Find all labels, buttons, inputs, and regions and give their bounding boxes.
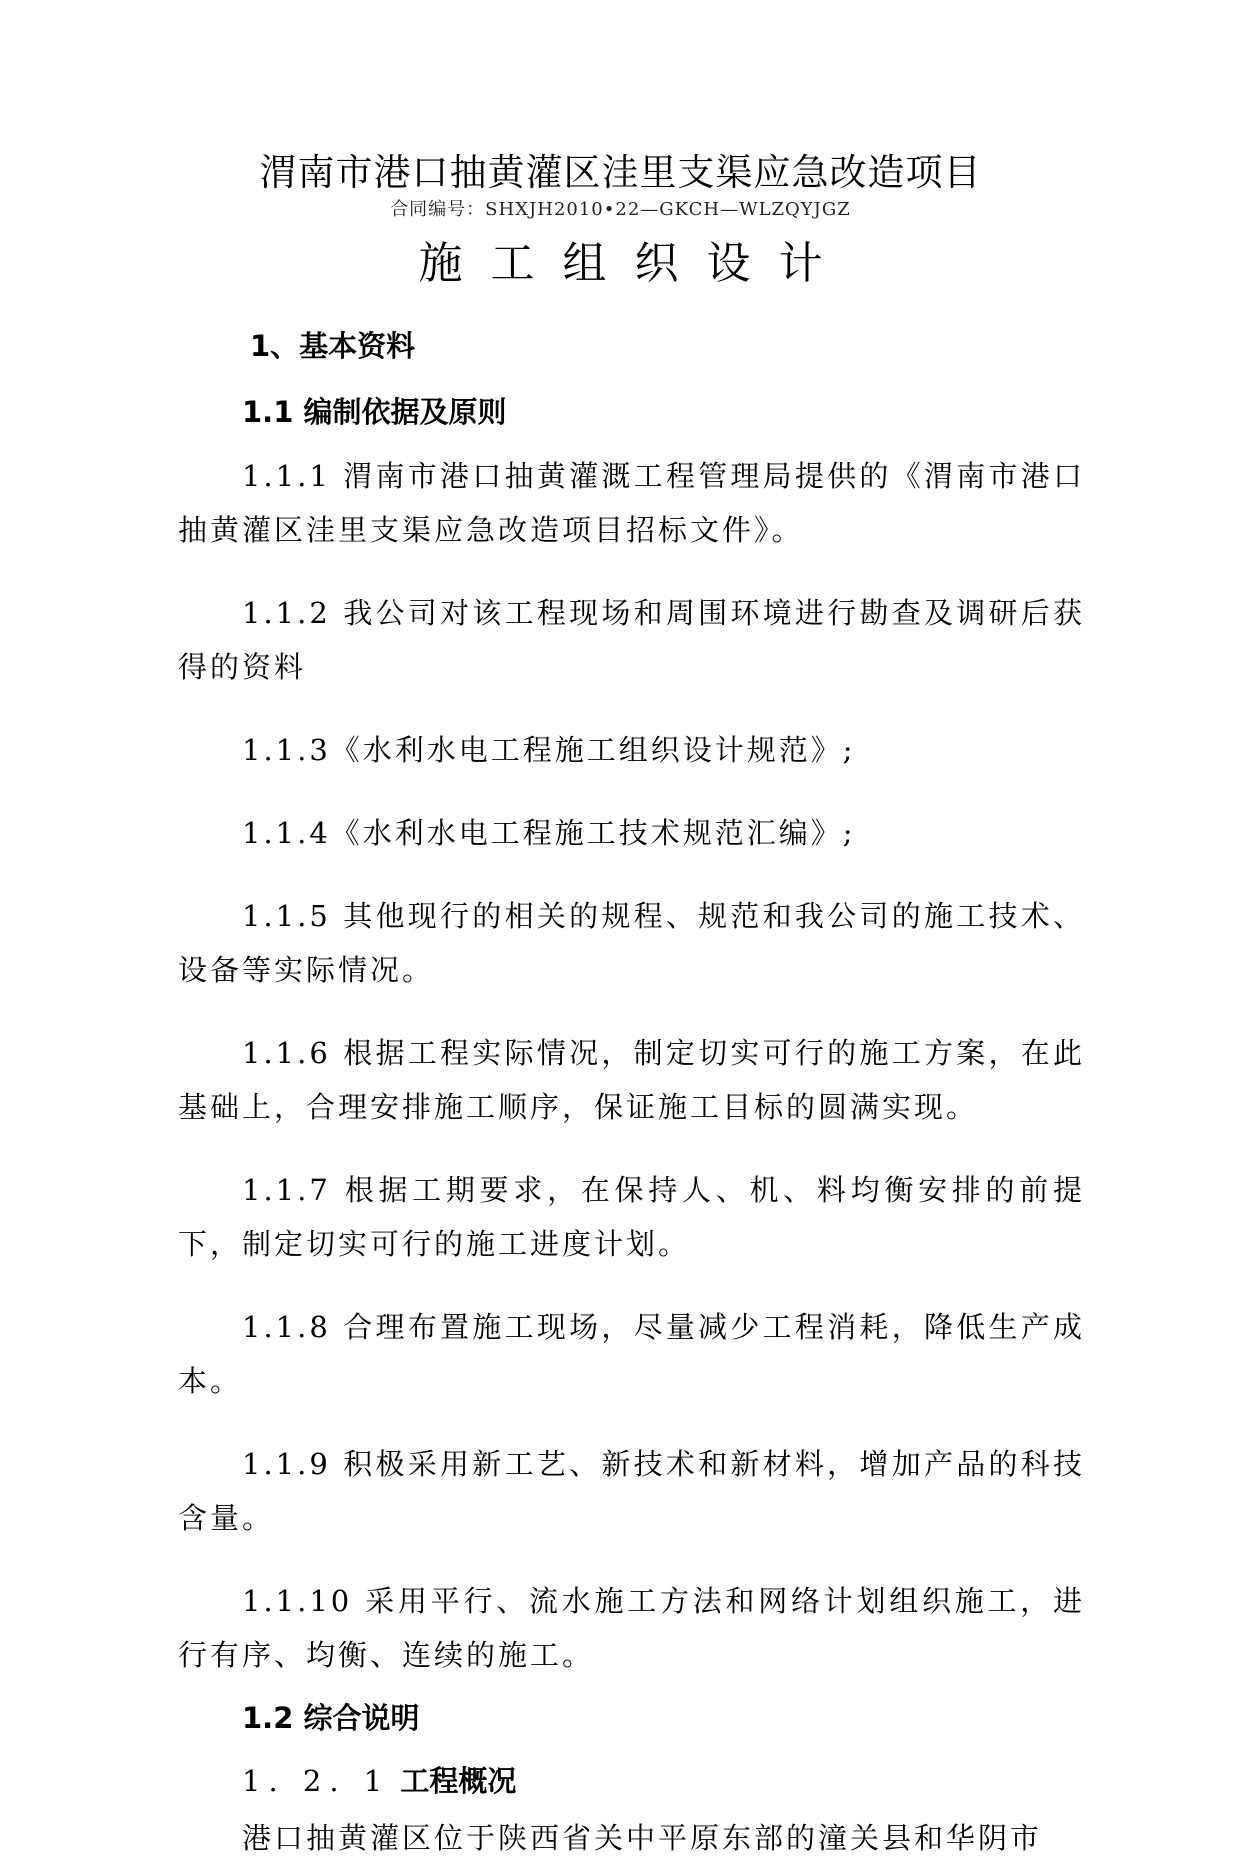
paragraph-1-1-4: 1.1.4《水利水电工程施工技术规范汇编》;	[242, 816, 856, 850]
project-title: 渭南市港口抽黄灌区洼里支渠应急改造项目	[259, 151, 982, 194]
paragraph-1-1-7: 1.1.7 根据工期要求，在保持人、机、料均衡安排的前提下，制定切实可行的施工进度计划。	[178, 1173, 1085, 1261]
paragraph-project-overview: 港口抽黄灌区位于陕西省关中平原东部的潼关县和华阴市	[242, 1821, 1043, 1855]
paragraph-1-1-8: 1.1.8 合理布置施工现场，尽量减少工程消耗，降低生产成本。	[178, 1310, 1085, 1398]
paragraph-1-1-6: 1.1.6 根据工程实际情况，制定切实可行的施工方案，在此基础上，合理安排施工顺序，保证施工目标的圆满实现。	[178, 1036, 1085, 1124]
section-heading-project-overview	[178, 1755, 1085, 1807]
section-number: 1. 2. 1	[242, 1764, 391, 1798]
section-heading-basis-principles: 1.1 编制依据及原则	[242, 395, 507, 429]
paragraph-1-1-1: 1.1.1 渭南市港口抽黄灌溉工程管理局提供的《渭南市港口抽黄灌区洼里支渠应急改造项目招标文件》。	[178, 459, 1085, 547]
paragraph-1-1-2: 1.1.2 我公司对该工程现场和周围环境进行勘查及调研后获得的资料	[178, 596, 1085, 684]
section-title: 工程概况	[400, 1764, 517, 1798]
section-heading-basic-info: 1、基本资料	[250, 329, 416, 363]
paragraph-1-1-10: 1.1.10 采用平行、流水施工方法和网络计划组织施工，进行有序、均衡、连续的施工。	[178, 1584, 1085, 1672]
document-title: 施工组织设计	[418, 238, 851, 289]
paragraph-1-1-5: 1.1.5 其他现行的相关的规程、规范和我公司的施工技术、设备等实际情况。	[178, 899, 1085, 987]
paragraph-1-1-9: 1.1.9 积极采用新工艺、新技术和新材料，增加产品的科技含量。	[178, 1447, 1085, 1535]
paragraph-1-1-3: 1.1.3《水利水电工程施工组织设计规范》;	[242, 733, 856, 767]
document-body	[178, 320, 1085, 1865]
section-heading-general-description: 1.2 综合说明	[242, 1701, 420, 1735]
contract-number: 合同编号：SHXJH2010•22—GKCH—WLZQYJGZ	[390, 199, 851, 220]
